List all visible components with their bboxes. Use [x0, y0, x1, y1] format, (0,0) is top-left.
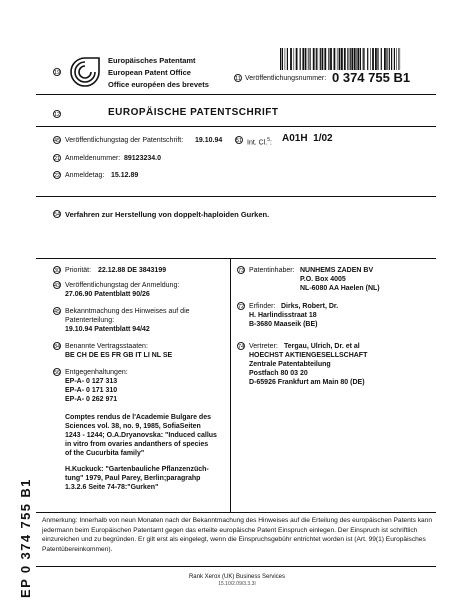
- barcode-bar: [296, 48, 298, 70]
- barcode-bar: [334, 48, 336, 70]
- ipc-sub: 1/02: [313, 133, 333, 144]
- barcode-bar: [313, 48, 315, 70]
- appl-number-value: 89123234.0: [124, 155, 161, 162]
- ref-54: 54: [54, 212, 61, 218]
- barcode-bar: [280, 48, 281, 70]
- pub-date-label: Veröffentlichungstag der Patentschrift:: [65, 137, 184, 144]
- ref-45-grant: 45: [54, 309, 61, 315]
- rule-3: [36, 196, 436, 197]
- barcode-bar: [400, 48, 401, 70]
- barcode: [280, 48, 402, 70]
- cited-item: EP-A- 0 171 310: [65, 387, 118, 394]
- ref-21: 21: [54, 156, 61, 162]
- grant-label-1: Bekanntmachung des Hinweises auf die: [65, 308, 190, 315]
- filing-date-label: Anmeldetag:: [65, 172, 105, 179]
- barcode-bar: [367, 48, 368, 70]
- barcode-bar: [294, 48, 295, 70]
- ipc-value: [282, 133, 333, 144]
- inventor-label: Erfinder:: [249, 303, 276, 310]
- nonpatent-ref-2-line: H.Kuckuck: "Gartenbauliche Pflanzenzüch-: [65, 466, 209, 473]
- proprietor-label: Patentinhaber:: [249, 267, 295, 274]
- nonpatent-ref-2-line: tung" 1979, Paul Parey, Berlin;paragrahp: [65, 475, 201, 482]
- doc-type-title: EUROPÄISCHE PATENTSCHRIFT: [108, 107, 279, 118]
- invention-title: Verfahren zur Herstellung von doppelt-haploiden Gurken.: [65, 210, 270, 219]
- barcode-bar: [320, 48, 321, 70]
- representative-label: Vertreter:: [249, 343, 278, 350]
- ref-74: 74: [238, 344, 245, 350]
- barcode-bar: [347, 48, 348, 70]
- spine-publication-number: EP 0 374 755 B1: [18, 478, 33, 598]
- barcode-bar: [363, 48, 364, 70]
- barcode-bar: [287, 48, 288, 70]
- representative-line: Zentrale Patentabteilung: [249, 361, 331, 368]
- proprietor-line: NL-6080 AA Haelen (NL): [300, 285, 380, 292]
- ref-43: 43: [54, 283, 61, 289]
- ipc-main: A01H: [282, 133, 308, 144]
- barcode-bar: [316, 48, 317, 70]
- states-label: Benannte Vertragsstaaten:: [65, 343, 148, 350]
- barcode-bar: [375, 48, 377, 70]
- barcode-bar: [377, 48, 378, 70]
- barcode-bar: [300, 48, 301, 70]
- inventor-line: Dirks, Robert, Dr.: [281, 303, 339, 310]
- rule-2: [36, 126, 436, 127]
- proprietor-line: P.O. Box 4005: [300, 276, 346, 283]
- epo-logo: [68, 55, 102, 89]
- printer-line: Rank Xerox (UK) Business Services: [188, 574, 286, 580]
- representative-line: Postfach 80 03 20: [249, 370, 308, 377]
- cited-item: EP-A- 0 127 313: [65, 378, 118, 385]
- barcode-bar: [351, 48, 353, 70]
- barcode-bar: [305, 48, 306, 70]
- cited-item: EP-A- 0 262 971: [65, 396, 118, 403]
- ref-73: 73: [238, 268, 245, 274]
- barcode-bar: [341, 48, 343, 70]
- rule-bottom: [36, 566, 436, 567]
- ref-11: 11: [235, 76, 241, 82]
- priority-value: 22.12.88 DE 3843199: [98, 267, 167, 274]
- office-name-en: European Patent Office: [108, 68, 191, 77]
- barcode-bar: [396, 48, 397, 70]
- appl-number-label: Anmeldenummer:: [65, 155, 121, 162]
- barcode-bar: [285, 48, 286, 70]
- ref-84: 84: [54, 344, 61, 350]
- barcode-bar: [308, 48, 309, 70]
- representative-line: Tergau, Ulrich, Dr. et al: [284, 343, 360, 350]
- barcode-bar: [356, 48, 357, 70]
- barcode-bar: [318, 48, 319, 70]
- opposition-note: Anmerkung: Innerhalb von neun Monaten nach der Bekanntmachung des Hinweises auf die Erteilung des europäischen Patents kann jedermann beim Europäischen Patentamt gegen das erteilte europäische Patent Einspruch einlegen. Der Einspruch ist schriftlich einzureichen und zu begründen. Er gilt erst als eingelegt, wenn die Einspruchsgebühr entrichtet worden ist (Art. 99(1) Europäisches Patentübereinkommen).: [42, 517, 433, 553]
- nonpatent-ref-1-line: of the Cucurbita family": [65, 450, 145, 457]
- app-pub-value: 27.06.90 Patentblatt 90/26: [65, 291, 150, 298]
- office-name-fr: Office européen des brevets: [108, 80, 209, 89]
- publication-label: Veröffentlichungsnummer:: [245, 75, 327, 82]
- barcode-bar: [307, 48, 308, 70]
- ref-22: 22: [54, 173, 61, 179]
- nonpatent-ref-1-line: in vitro from ovaries andanthers of species: [65, 441, 209, 448]
- barcode-bar: [354, 48, 356, 70]
- priority-label: Priorität:: [65, 267, 92, 274]
- filing-date-value: 15.12.89: [111, 172, 139, 179]
- representative-line: HOECHST AKTIENGESELLSCHAFT: [249, 352, 368, 359]
- barcode-bar: [310, 48, 311, 70]
- ipc-sup: 5: [267, 137, 271, 143]
- column-divider: [230, 258, 231, 512]
- cited-label: Entgegenhaltungen:: [65, 369, 128, 376]
- barcode-bar: [360, 48, 361, 70]
- barcode-bar: [357, 48, 359, 70]
- barcode-bar: [391, 48, 392, 70]
- ref-51: 51: [236, 138, 243, 144]
- barcode-bar: [398, 48, 399, 70]
- barcode-bar: [370, 48, 371, 70]
- nonpatent-ref-1-line: Sciences vol. 38, no. 9, 1985, SofiaSeiten: [65, 423, 201, 430]
- app-pub-label: Veröffentlichungstag der Anmeldung:: [65, 282, 180, 289]
- barcode-bar: [350, 48, 351, 70]
- printer-code: 15.10/2.09/3.3.3I: [218, 581, 256, 587]
- barcode-bar: [364, 48, 365, 70]
- ref-12: 12: [54, 112, 61, 118]
- barcode-bar: [282, 48, 283, 70]
- ipc-label: Int. Cl.$^5$:: [247, 137, 272, 147]
- rule-5: [36, 512, 436, 513]
- barcode-bar: [324, 48, 326, 70]
- ref-45-top: 45: [54, 138, 61, 144]
- barcode-bar: [339, 48, 341, 70]
- barcode-bar: [302, 48, 304, 70]
- ref-72: 72: [238, 304, 245, 310]
- inventor-line: H. Harlindisstraat 18: [249, 312, 317, 319]
- ref-19: 19: [54, 70, 61, 76]
- ref-30: 30: [54, 268, 61, 274]
- rule-top: [36, 94, 436, 95]
- office-name-de: Europäisches Patentamt: [108, 56, 196, 65]
- barcode-bar: [330, 48, 332, 70]
- ref-56: 56: [54, 370, 61, 376]
- nonpatent-ref-2-line: 1.3.2.6 Seite 74-78:"Gurken": [65, 484, 159, 491]
- barcode-bar: [328, 48, 329, 70]
- barcode-bar: [384, 48, 386, 70]
- grant-label-2: Patenterteilung:: [65, 317, 115, 324]
- representative-line: D-65926 Frankfurt am Main 80 (DE): [249, 379, 365, 386]
- barcode-bar: [337, 48, 338, 70]
- pub-date-value: 19.10.94: [195, 137, 223, 144]
- barcode-bar: [322, 48, 324, 70]
- nonpatent-ref-1-line: 1243 - 1244; O.A.Dryanovska: "Induced callus: [65, 432, 217, 439]
- barcode-bar: [372, 48, 374, 70]
- barcode-bar: [381, 48, 382, 70]
- barcode-bar: [344, 48, 346, 70]
- publication-number: 0 374 755 B1: [332, 70, 411, 85]
- states-value: BE CH DE ES FR GB IT LI NL SE: [65, 352, 173, 359]
- proprietor-line: NUNHEMS ZADEN BV: [300, 267, 374, 274]
- ipc-label-text: Int. Cl.: [247, 139, 268, 147]
- rule-4: [36, 258, 436, 259]
- barcode-bar: [290, 48, 292, 70]
- barcode-bar: [394, 48, 395, 70]
- barcode-bar: [389, 48, 390, 70]
- inventor-line: B-3680 Maaseik (BE): [249, 321, 318, 328]
- nonpatent-ref-1-line: Comptes rendus de l'Academie Bulgare des: [65, 414, 211, 421]
- grant-value: 19.10.94 Patentblatt 94/42: [65, 326, 150, 333]
- barcode-bar: [386, 48, 387, 70]
